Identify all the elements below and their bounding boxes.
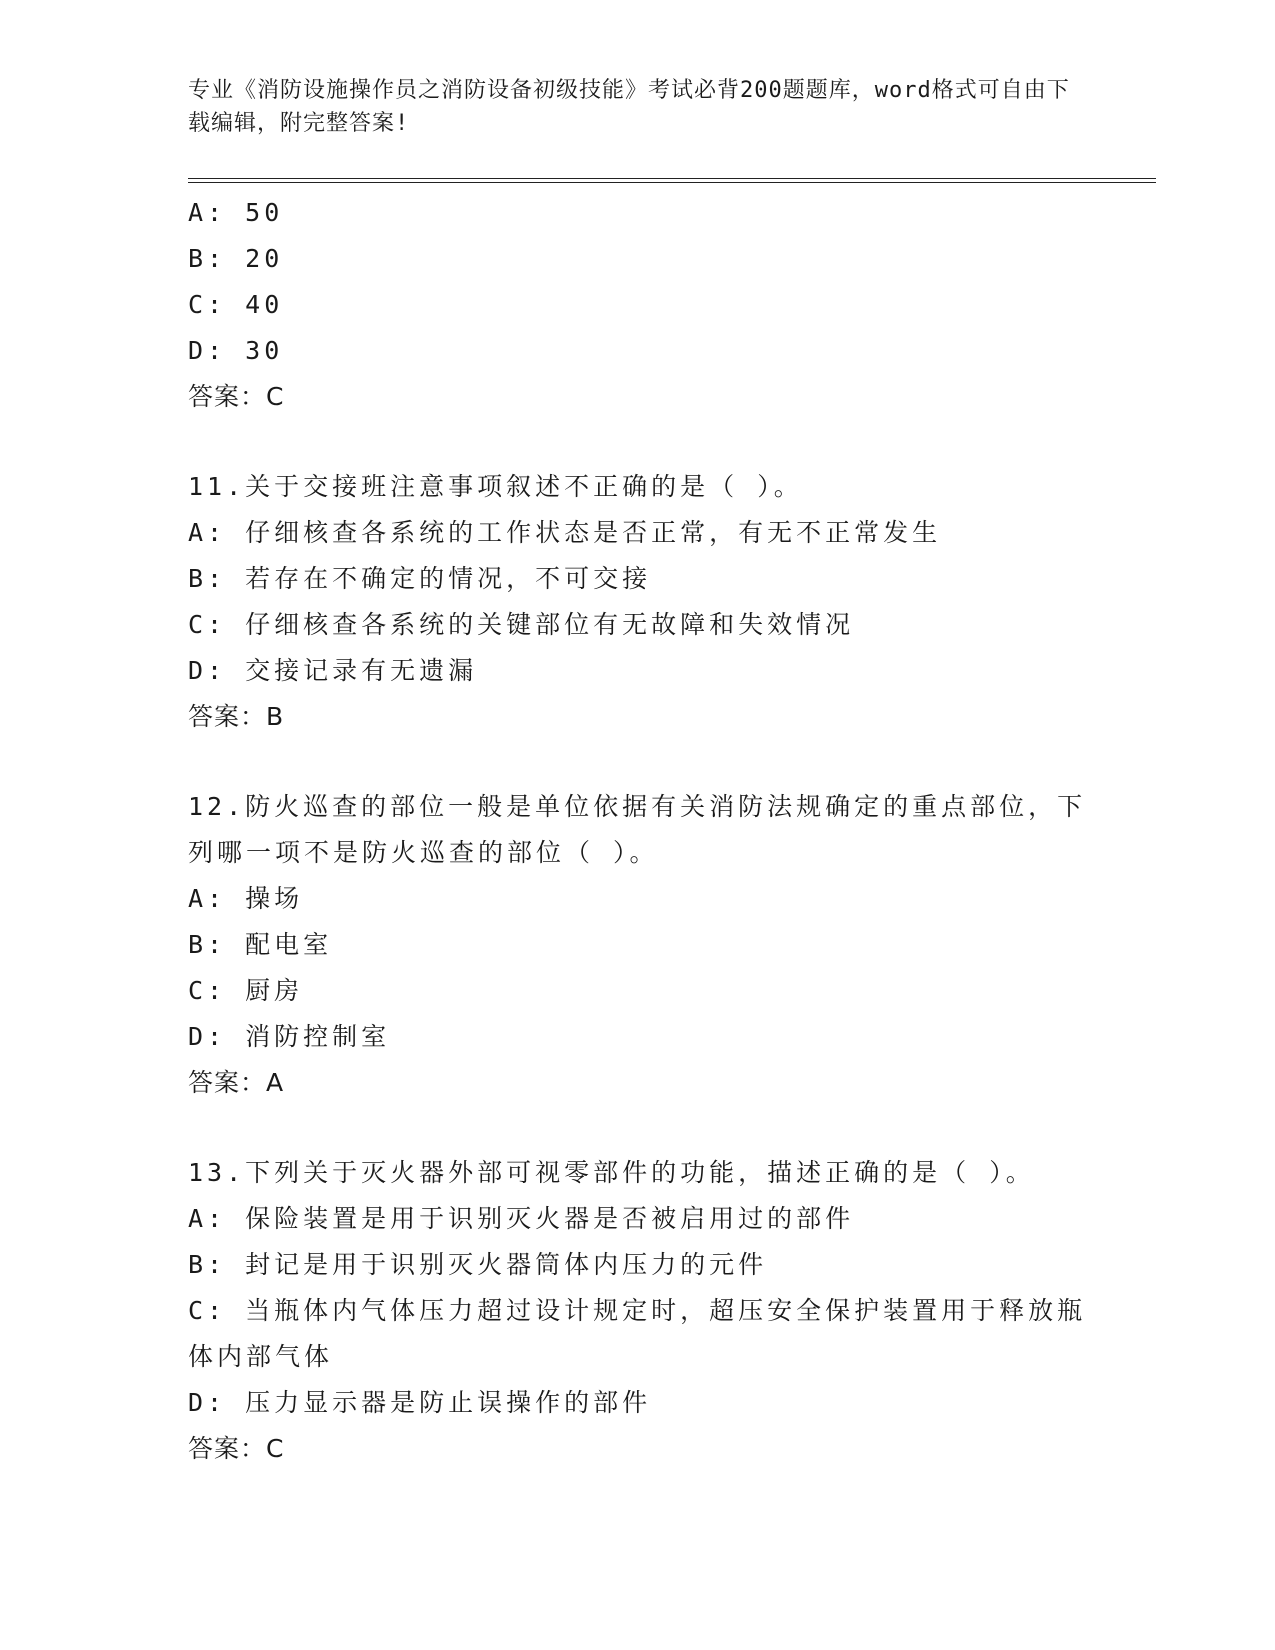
- option-d: D: 30: [188, 336, 284, 365]
- question-11: [188, 464, 1088, 740]
- option-a: A: 保险装置是用于识别灭火器是否被启用过的部件: [188, 1204, 855, 1233]
- question-12: [188, 784, 1088, 1106]
- option-b: B: 若存在不确定的情况，不可交接: [188, 564, 652, 593]
- option-d: D: 压力显示器是防止误操作的部件: [188, 1388, 652, 1417]
- option-c: C: 40: [188, 290, 284, 319]
- answer-label: 答案：A: [188, 1068, 285, 1097]
- option-c: C: 厨房: [188, 976, 304, 1005]
- document-header: [188, 74, 1088, 140]
- option-c: C: 当瓶体内气体压力超过设计规定时，超压安全保护装置用于释放瓶体内部气体: [188, 1296, 1087, 1371]
- answer-label: 答案：C: [188, 1434, 285, 1463]
- option-b: B: 20: [188, 244, 284, 273]
- question-text: 12.防火巡查的部位一般是单位依据有关消防法规确定的重点部位，下列哪一项不是防火巡查的部位（ ）。: [188, 792, 1087, 867]
- option-d: D: 消防控制室: [188, 1022, 391, 1051]
- question-text: 13.下列关于灭火器外部可视零部件的功能，描述正确的是（ ）。: [188, 1158, 1035, 1187]
- prev-question-block: [188, 190, 1088, 420]
- option-d: D: 交接记录有无遗漏: [188, 656, 478, 685]
- option-b: B: 配电室: [188, 930, 333, 959]
- answer-label: 答案：B: [188, 702, 285, 731]
- question-list: [188, 190, 1088, 1472]
- option-b: B: 封记是用于识别灭火器筒体内压力的元件: [188, 1250, 768, 1279]
- answer-label: 答案：C: [188, 382, 285, 411]
- option-a: A: 仔细核查各系统的工作状态是否正常，有无不正常发生: [188, 518, 942, 547]
- header-divider: [188, 178, 1156, 183]
- option-a: A: 操场: [188, 884, 304, 913]
- question-text: 11.关于交接班注意事项叙述不正确的是（ ）。: [188, 472, 803, 501]
- header-title: 专业《消防设施操作员之消防设备初级技能》考试必背200题题库，word格式可自由下载编辑，附完整答案!: [188, 78, 1070, 136]
- option-c: C: 仔细核查各系统的关键部位有无故障和失效情况: [188, 610, 855, 639]
- question-13: [188, 1150, 1088, 1472]
- option-a: A: 50: [188, 198, 284, 227]
